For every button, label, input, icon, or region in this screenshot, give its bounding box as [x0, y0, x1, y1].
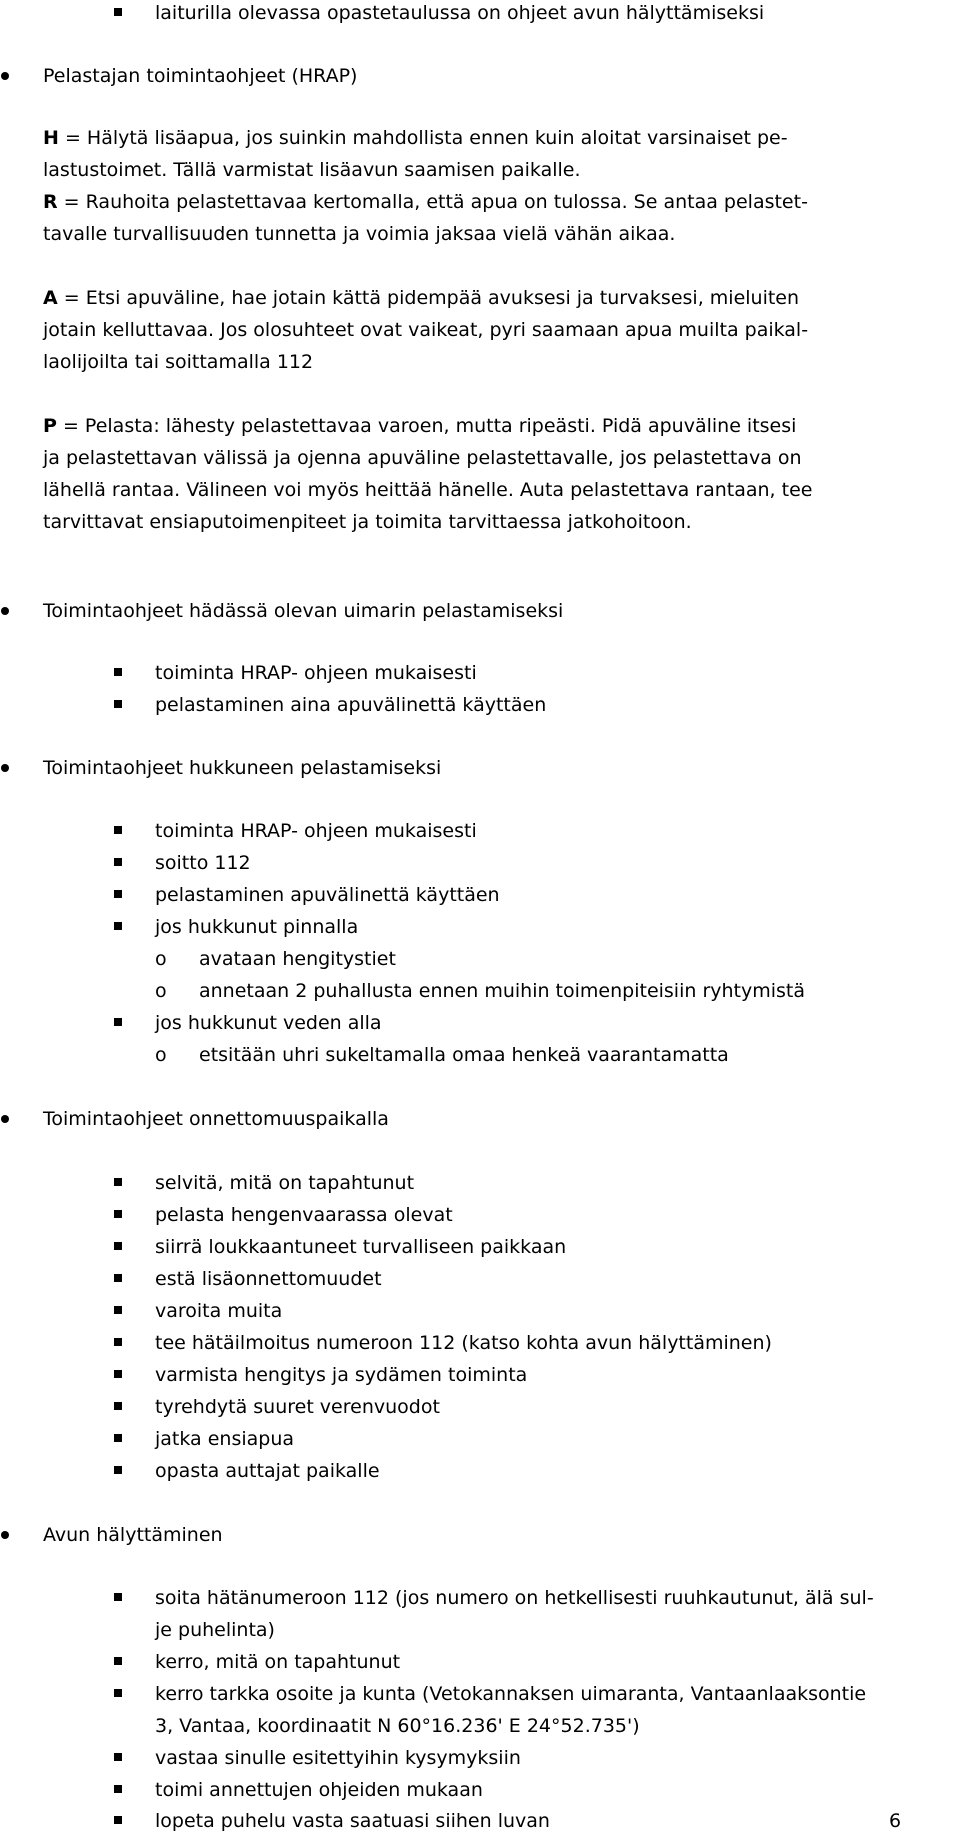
section-heading: Avun hälyttäminen — [43, 1524, 223, 1546]
list-item: varoita muita — [155, 1300, 283, 1322]
list-item-continuation: je puhelinta) — [155, 1619, 275, 1641]
list-item: selvitä, mitä on tapahtunut — [155, 1172, 415, 1194]
square-bullet-icon — [114, 1306, 122, 1314]
round-bullet-icon — [1, 72, 9, 80]
square-bullet-icon — [114, 858, 122, 866]
round-bullet-icon — [1, 1115, 9, 1123]
square-bullet-icon — [114, 1785, 122, 1793]
sub-list-item: avataan hengitystiet — [199, 948, 396, 970]
square-bullet-icon — [114, 8, 122, 16]
square-bullet-icon — [114, 1338, 122, 1346]
square-bullet-icon — [114, 1816, 122, 1824]
list-item: tyrehdytä suuret verenvuodot — [155, 1396, 440, 1418]
list-item: soitto 112 — [155, 852, 251, 874]
hrap-key: A — [43, 287, 58, 309]
list-item: toimi annettujen ohjeiden mukaan — [155, 1779, 483, 1801]
square-bullet-icon — [114, 922, 122, 930]
section-heading: Toimintaohjeet onnettomuuspaikalla — [43, 1108, 389, 1130]
list-item: varmista hengitys ja sydämen toiminta — [155, 1364, 528, 1386]
list-item: jos hukkunut veden alla — [155, 1012, 382, 1034]
list-item: laiturilla olevassa opastetaulussa on ohjeet avun hälyttämiseksi — [155, 2, 765, 24]
sub-list-item: etsitään uhri sukeltamalla omaa henkeä vaarantamatta — [199, 1044, 729, 1066]
square-bullet-icon — [114, 1242, 122, 1250]
square-bullet-icon — [114, 1370, 122, 1378]
square-bullet-icon — [114, 890, 122, 898]
round-bullet-icon — [1, 764, 9, 772]
round-bullet-icon — [1, 1531, 9, 1539]
hrap-key: P — [43, 415, 57, 437]
square-bullet-icon — [114, 826, 122, 834]
circle-bullet-marker: o — [155, 948, 167, 970]
section-heading: Pelastajan toimintaohjeet (HRAP) — [43, 65, 358, 87]
list-item: pelastaminen aina apuvälinettä käyttäen — [155, 694, 547, 716]
square-bullet-icon — [114, 1657, 122, 1665]
square-bullet-icon — [114, 1402, 122, 1410]
square-bullet-icon — [114, 668, 122, 676]
list-item: kerro, mitä on tapahtunut — [155, 1651, 401, 1673]
list-item: pelasta hengenvaarassa olevat — [155, 1204, 453, 1226]
page-number: 6 — [889, 1810, 902, 1832]
list-item: estä lisäonnettomuudet — [155, 1268, 382, 1290]
list-item: vastaa sinulle esitettyihin kysymyksiin — [155, 1747, 521, 1769]
list-item: tee hätäilmoitus numeroon 112 (katso kohta avun hälyttäminen) — [155, 1332, 772, 1354]
square-bullet-icon — [114, 1689, 122, 1697]
list-item: kerro tarkka osoite ja kunta (Vetokannaksen uimaranta, Vantaanlaaksontie — [155, 1683, 867, 1705]
square-bullet-icon — [114, 1018, 122, 1026]
list-item: toiminta HRAP- ohjeen mukaisesti — [155, 820, 477, 842]
list-item: jatka ensiapua — [155, 1428, 295, 1450]
circle-bullet-marker: o — [155, 980, 167, 1002]
list-item: soita hätänumeroon 112 (jos numero on hetkellisesti ruuhkautunut, älä sul- — [155, 1587, 874, 1609]
hrap-p-paragraph: P = Pelasta: lähesty pelastettavaa varoen, mutta ripeästi. Pidä apuväline itsesi ja pelastettavan välissä ja ojenna apuväline pelastettavalle, jos pelastettava on lähellä rantaa. Välineen voi myös heittää hänelle. Auta pelastettava rantaan, tee tarvittavat ensiaputoimenpiteet ja toimita tarvittaessa jatkohoitoon. — [43, 415, 813, 533]
square-bullet-icon — [114, 1274, 122, 1282]
square-bullet-icon — [114, 1753, 122, 1761]
list-item: lopeta puhelu vasta saatuasi siihen luvan — [155, 1810, 550, 1832]
section-heading: Toimintaohjeet hukkuneen pelastamiseksi — [43, 757, 442, 779]
hrap-key: H — [43, 127, 59, 149]
list-item: opasta auttajat paikalle — [155, 1460, 380, 1482]
list-item: jos hukkunut pinnalla — [155, 916, 359, 938]
square-bullet-icon — [114, 1434, 122, 1442]
square-bullet-icon — [114, 1466, 122, 1474]
list-item: siirrä loukkaantuneet turvalliseen paikkaan — [155, 1236, 567, 1258]
list-item-continuation: 3, Vantaa, koordinaatit N 60°16.236' E 24°52.735') — [155, 1715, 640, 1737]
sub-list-item: annetaan 2 puhallusta ennen muihin toimenpiteisiin ryhtymistä — [199, 980, 806, 1002]
round-bullet-icon — [1, 607, 9, 615]
square-bullet-icon — [114, 1178, 122, 1186]
hrap-h-paragraph: H = Hälytä lisäapua, jos suinkin mahdollista ennen kuin aloitat varsinaiset pe- lastustoimet. Tällä varmistat lisäavun saamisen paikalle. — [43, 127, 788, 181]
square-bullet-icon — [114, 1210, 122, 1218]
hrap-key: R — [43, 191, 58, 213]
list-item: toiminta HRAP- ohjeen mukaisesti — [155, 662, 477, 684]
hrap-r-paragraph: R = Rauhoita pelastettavaa kertomalla, että apua on tulossa. Se antaa pelastet- tavalle turvallisuuden tunnetta ja voimia jaksaa vielä vähän aikaa. — [43, 191, 808, 245]
list-item: pelastaminen apuvälinettä käyttäen — [155, 884, 500, 906]
square-bullet-icon — [114, 700, 122, 708]
circle-bullet-marker: o — [155, 1044, 167, 1066]
square-bullet-icon — [114, 1593, 122, 1601]
section-heading: Toimintaohjeet hädässä olevan uimarin pelastamiseksi — [43, 600, 564, 622]
hrap-a-paragraph: A = Etsi apuväline, hae jotain kättä pidempää avuksesi ja turvaksesi, mieluiten jotain kelluttavaa. Jos olosuhteet ovat vaikeat, pyri saamaan apua muilta paikal- laolijoilta tai soittamalla 112 — [43, 287, 809, 373]
